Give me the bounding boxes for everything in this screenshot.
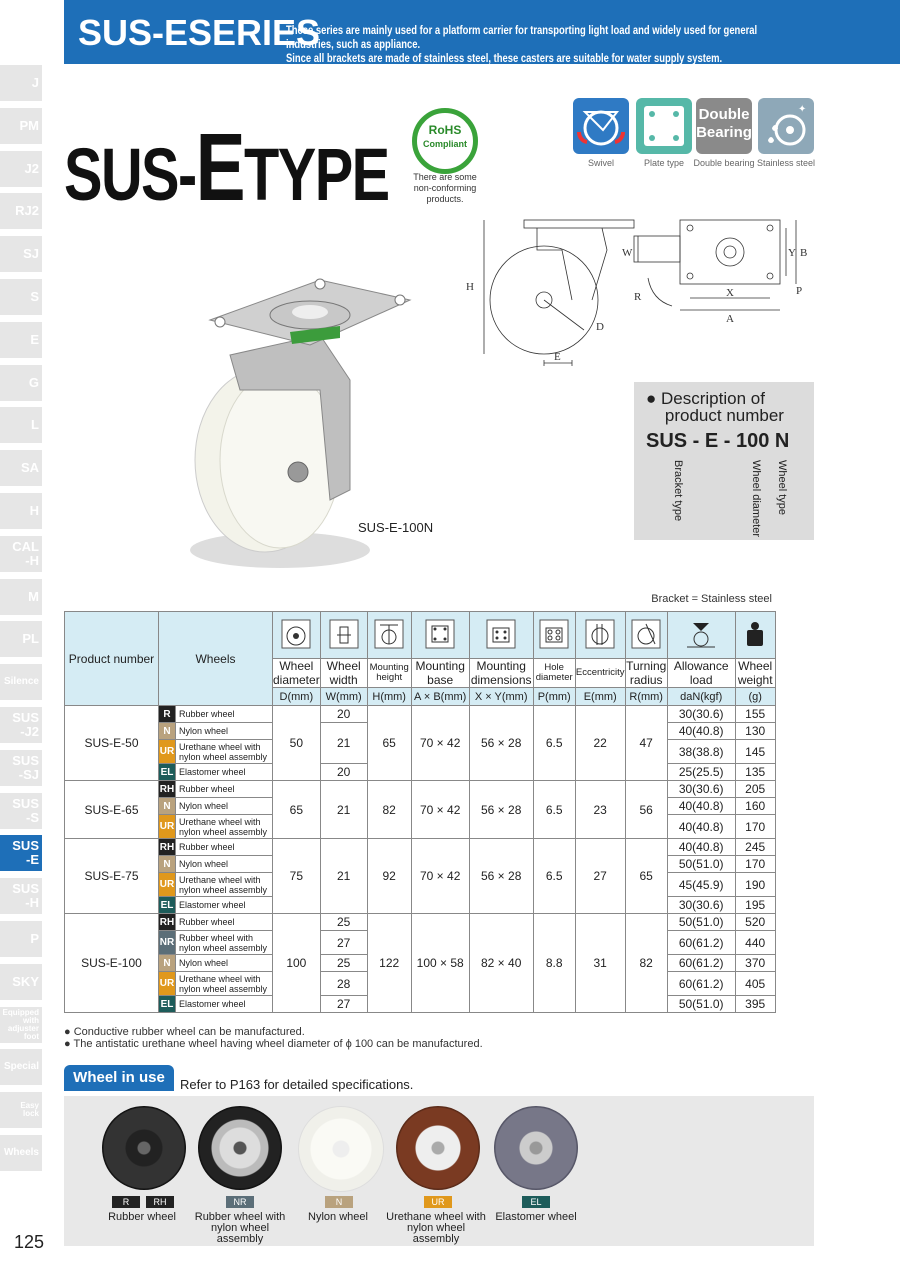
wheel-width: 21 (320, 839, 367, 914)
wheel-weight: 395 (735, 996, 775, 1013)
wheel-name: Urethane wheel with nylon wheel assembly (176, 972, 273, 996)
allowance-load: 40(40.8) (667, 839, 735, 856)
header-name: Eccentricity (575, 659, 625, 688)
side-tab[interactable]: J2 (0, 151, 42, 187)
urethane-wheel-image (396, 1106, 480, 1190)
side-tab[interactable]: J (0, 65, 42, 101)
bracket-note: Bracket = Stainless steel (651, 593, 772, 605)
wheel-weight: 155 (735, 706, 775, 723)
side-tab[interactable]: PM (0, 108, 42, 144)
side-tab[interactable]: G (0, 365, 42, 401)
side-tab[interactable]: Special (0, 1049, 42, 1085)
header-unit: (g) (735, 688, 775, 706)
badge-el: EL (522, 1196, 550, 1208)
eccentricity: 23 (575, 781, 625, 839)
page-number: 125 (14, 1232, 45, 1252)
mounting-base: 70 × 42 (411, 839, 469, 914)
mounting-height: 122 (367, 914, 411, 1013)
header-name: Wheel weight (735, 659, 775, 688)
header-name: Turning radius (626, 659, 667, 687)
hole-diameter: 6.5 (533, 706, 575, 781)
wheel-code-badge: R (159, 706, 176, 723)
badge-n: N (325, 1196, 353, 1208)
side-tab[interactable]: L (0, 407, 42, 443)
wheel-in-use-reference: Refer to P163 for detailed specifications. (180, 1077, 414, 1092)
header-name: Hole diameter (533, 659, 575, 688)
wheel-name: Rubber wheel (176, 706, 273, 723)
side-tab[interactable]: SUS -S (0, 793, 42, 829)
allowance-load: 50(51.0) (667, 914, 735, 931)
wheel-diameter-label: Wheel diameter (750, 460, 762, 538)
spec-body (65, 706, 776, 1013)
rohs-note: There are some non-conforming products. (413, 172, 477, 204)
wheel-weight: 405 (735, 972, 775, 996)
wheel-type-label: Wheel type (776, 460, 788, 516)
nylon-wheel-image (298, 1106, 384, 1192)
allowance-load: 30(30.6) (667, 897, 735, 914)
svg-text:P: P (796, 285, 803, 297)
series-title: SUS-ESERIES (78, 12, 321, 53)
wheel-weight: 130 (735, 723, 775, 740)
wheel-code-badge: N (159, 955, 176, 972)
allowance-load: 40(40.8) (667, 723, 735, 740)
wheel-diameter: 100 (273, 914, 321, 1013)
mounting-dimensions-icon (469, 612, 533, 659)
wheel-width: 27 (320, 996, 367, 1013)
wheel-code-badge: RH (159, 781, 176, 798)
wheel-weight: 520 (735, 914, 775, 931)
wheel-code-badge: UR (159, 873, 176, 897)
side-tab[interactable]: Easy lock (0, 1092, 42, 1128)
svg-text:H: H (466, 281, 474, 293)
wheel-width: 21 (320, 781, 367, 839)
wheel-weight: 370 (735, 955, 775, 972)
wheel-code-badge: UR (159, 972, 176, 996)
svg-text:W: W (622, 247, 633, 259)
side-tab[interactable]: Equipped with adjuster foot (0, 1007, 42, 1043)
svg-text:X: X (726, 287, 734, 299)
mounting-dimensions: 56 × 28 (469, 781, 533, 839)
header-name: Mounting height (367, 659, 411, 688)
wheel-name: Urethane wheel with nylon wheel assembly (176, 740, 273, 764)
wheel-width: 20 (320, 764, 367, 781)
header-unit: P(mm) (533, 688, 575, 706)
header-name: Mounting dimensions (470, 659, 532, 687)
feature-label-plate: Plate type (643, 158, 685, 168)
wheel-code-badge: EL (159, 996, 176, 1013)
description-code: SUS - E - 100 N (646, 430, 790, 452)
svg-text:✦: ✦ (798, 104, 807, 115)
allowance-load: 40(40.8) (667, 798, 735, 815)
label-nylon-wheel: Nylon wheel (308, 1211, 368, 1223)
side-tab[interactable]: SJ (0, 236, 42, 272)
hole-diameter: 8.8 (533, 914, 575, 1013)
mounting-height: 92 (367, 839, 411, 914)
plate-type-icon (636, 98, 692, 154)
table-row (65, 914, 776, 931)
wheel-name: Rubber wheel (176, 839, 273, 856)
wheel-width: 27 (320, 931, 367, 955)
allowance-load: 40(40.8) (667, 815, 735, 839)
wheel-name: Urethane wheel with nylon wheel assembly (176, 815, 273, 839)
wheel-name: Nylon wheel (176, 723, 273, 740)
allowance-load: 45(45.9) (667, 873, 735, 897)
allowance-load: 50(51.0) (667, 856, 735, 873)
series-banner (64, 0, 900, 64)
wheel-weight: 190 (735, 873, 775, 897)
side-tab[interactable]: M (0, 579, 42, 615)
label-elastomer-wheel: Elastomer wheel (495, 1211, 577, 1223)
wheel-weight: 440 (735, 931, 775, 955)
description-heading: ● Description of product number (646, 389, 784, 425)
turning-radius: 65 (625, 839, 667, 914)
product-number: SUS-E-50 (65, 706, 159, 781)
eccentricity: 31 (575, 914, 625, 1013)
notes (64, 1026, 483, 1050)
note-conductive: ● Conductive rubber wheel can be manufactured. (64, 1026, 305, 1038)
svg-text:A: A (726, 313, 734, 325)
side-tab[interactable]: CAL -H (0, 536, 42, 572)
header-unit: R(mm) (625, 688, 667, 706)
label-rubber-nylon-wheel: Rubber wheel with nylon wheel assembly (194, 1211, 286, 1245)
wheel-code-badge: N (159, 798, 176, 815)
side-tab[interactable]: SA (0, 450, 42, 486)
header-unit: X × Y(mm) (469, 688, 533, 706)
side-tab[interactable]: SKY (0, 964, 42, 1000)
side-tab[interactable]: SUS -H (0, 878, 42, 914)
svg-text:B: B (800, 247, 808, 259)
wheel-width: 21 (320, 723, 367, 764)
mounting-dimensions: 56 × 28 (469, 839, 533, 914)
header-name: Wheel width (320, 659, 367, 688)
label-urethane-wheel: Urethane wheel with nylon wheel assembly (386, 1211, 486, 1245)
side-tab[interactable]: H (0, 493, 42, 529)
wheel-name: Rubber wheel (176, 914, 273, 931)
feature-label-swivel: Swivel (587, 158, 614, 168)
wheel-name: Nylon wheel (176, 798, 273, 815)
turning-radius-icon (625, 612, 667, 659)
header-name: Mounting base (411, 659, 469, 688)
mounting-base: 100 × 58 (411, 914, 469, 1013)
hole-diameter-icon (533, 612, 575, 659)
header-unit: A × B(mm) (411, 688, 469, 706)
wheel-diameter: 50 (273, 706, 321, 781)
header-unit: E(mm) (575, 688, 625, 706)
allowance-load: 30(30.6) (667, 781, 735, 798)
turning-radius: 56 (625, 781, 667, 839)
wheel-code-badge: NR (159, 931, 176, 955)
product-number: SUS-E-100 (65, 914, 159, 1013)
wheel-code-badge: N (159, 723, 176, 740)
allowance-load: 38(38.8) (667, 740, 735, 764)
product-caption: SUS-E-100N (358, 520, 434, 535)
svg-text:R: R (634, 291, 642, 303)
side-tab[interactable]: Silence (0, 664, 42, 700)
side-tab[interactable]: RJ2 (0, 193, 42, 229)
side-tab[interactable]: SUS -J2 (0, 707, 42, 743)
wheel-name: Rubber wheel (176, 781, 273, 798)
header-unit: daN(kgf) (667, 688, 735, 706)
wheel-width: 25 (320, 955, 367, 972)
header-name: Allowance load (667, 659, 735, 688)
series-description: These series are mainly used for a platform carrier for transporting light load and widely used for general industries, such as appliance. Since all brackets are made of stainless steel, these casters are suitable for water supply system. (286, 25, 758, 65)
wheel-code-badge: UR (159, 740, 176, 764)
turning-radius: 47 (625, 706, 667, 781)
wheel-weight: 135 (735, 764, 775, 781)
wheel-diameter: 75 (273, 839, 321, 914)
spec-table (64, 611, 776, 1013)
wheel-weight: 205 (735, 781, 775, 798)
side-tab[interactable]: PL (0, 621, 42, 657)
wheel-weight: 170 (735, 815, 775, 839)
wheel-width: 28 (320, 972, 367, 996)
side-tab[interactable]: Wheels (0, 1135, 42, 1171)
mounting-dimensions: 82 × 40 (469, 914, 533, 1013)
wheel-code-badge: UR (159, 815, 176, 839)
wheel-code-badge: RH (159, 839, 176, 856)
feature-label-bearing: Double bearing (693, 158, 755, 168)
wheel-weight: 245 (735, 839, 775, 856)
double-bearing-icon: Double Bearing (696, 98, 752, 154)
elastomer-wheel-image (494, 1106, 578, 1190)
stainless-steel-icon (758, 98, 814, 154)
mounting-height-icon (367, 612, 411, 659)
wheel-name: Nylon wheel (176, 856, 273, 873)
dimension-drawing (462, 210, 822, 370)
type-title: SUS-ETYPE (64, 114, 389, 221)
wheel-name: Elastomer wheel (176, 996, 273, 1013)
swivel-icon (573, 98, 629, 154)
wheel-diameter-icon (273, 612, 321, 659)
header-unit: W(mm) (320, 688, 367, 706)
wheel-name: Rubber wheel with nylon wheel assembly (176, 931, 273, 955)
rohs-badge: RoHS Compliant (412, 108, 478, 174)
product-number: SUS-E-65 (65, 781, 159, 839)
allowance-load-icon (667, 612, 735, 659)
product-number: SUS-E-75 (65, 839, 159, 914)
wheel-name: Nylon wheel (176, 955, 273, 972)
wheel-code-badge: RH (159, 914, 176, 931)
side-tab[interactable]: P (0, 921, 42, 957)
wheel-name: Urethane wheel with nylon wheel assembly (176, 873, 273, 897)
wheel-weight: 195 (735, 897, 775, 914)
table-row (65, 839, 776, 856)
wheel-weight: 145 (735, 740, 775, 764)
svg-text:Y: Y (788, 247, 796, 259)
product-number-description (634, 382, 814, 540)
eccentricity-icon (575, 612, 625, 659)
wheel-code-badge: EL (159, 897, 176, 914)
wheel-in-use-tab: Wheel in use (64, 1065, 174, 1091)
badge-ur: UR (424, 1196, 452, 1208)
side-tab[interactable]: E (0, 322, 42, 358)
header-unit: H(mm) (367, 688, 411, 706)
label-rubber-wheel: Rubber wheel (108, 1211, 176, 1223)
rubber-nylon-wheel-image (198, 1106, 282, 1190)
wheel-code-badge: EL (159, 764, 176, 781)
side-tab[interactable]: SUS -SJ (0, 750, 42, 786)
mounting-height: 65 (367, 706, 411, 781)
bracket-type-label: Bracket type (672, 460, 684, 522)
note-antistatic: ● The antistatic urethane wheel having wheel diameter of ϕ 100 can be manufactured. (64, 1038, 483, 1050)
header-wheels: Wheels (159, 612, 273, 706)
badge-nr: NR (226, 1196, 254, 1208)
mounting-height: 82 (367, 781, 411, 839)
badge-r: R (112, 1196, 140, 1208)
mounting-base-icon (411, 612, 469, 659)
badge-rh: RH (146, 1196, 174, 1208)
allowance-load: 60(61.2) (667, 931, 735, 955)
allowance-load: 60(61.2) (667, 972, 735, 996)
wheel-weight-icon (735, 612, 775, 659)
side-tab[interactable]: SUS -E (0, 835, 42, 871)
wheel-code-badge: N (159, 856, 176, 873)
table-row (65, 706, 776, 723)
eccentricity: 22 (575, 706, 625, 781)
feature-label-stainless: Stainless steel (756, 158, 816, 168)
wheel-weight: 170 (735, 856, 775, 873)
wheel-width: 20 (320, 706, 367, 723)
mounting-base: 70 × 42 (411, 706, 469, 781)
svg-text:D: D (596, 321, 604, 333)
mounting-base: 70 × 42 (411, 781, 469, 839)
eccentricity: 27 (575, 839, 625, 914)
hole-diameter: 6.5 (533, 839, 575, 914)
wheel-width-icon (320, 612, 367, 659)
allowance-load: 50(51.0) (667, 996, 735, 1013)
wheel-weight: 160 (735, 798, 775, 815)
turning-radius: 82 (625, 914, 667, 1013)
svg-text:E: E (554, 351, 561, 363)
hole-diameter: 6.5 (533, 781, 575, 839)
side-tab[interactable]: S (0, 279, 42, 315)
wheel-name: Elastomer wheel (176, 897, 273, 914)
rubber-wheel-image (102, 1106, 186, 1190)
wheel-width: 25 (320, 914, 367, 931)
header-unit: D(mm) (273, 688, 321, 706)
wheel-name: Elastomer wheel (176, 764, 273, 781)
table-row (65, 781, 776, 798)
wheel-diameter: 65 (273, 781, 321, 839)
allowance-load: 30(30.6) (667, 706, 735, 723)
header-name: Wheel diameter (273, 659, 320, 687)
header-product-number: Product number (65, 612, 159, 706)
allowance-load: 60(61.2) (667, 955, 735, 972)
mounting-dimensions: 56 × 28 (469, 706, 533, 781)
allowance-load: 25(25.5) (667, 764, 735, 781)
